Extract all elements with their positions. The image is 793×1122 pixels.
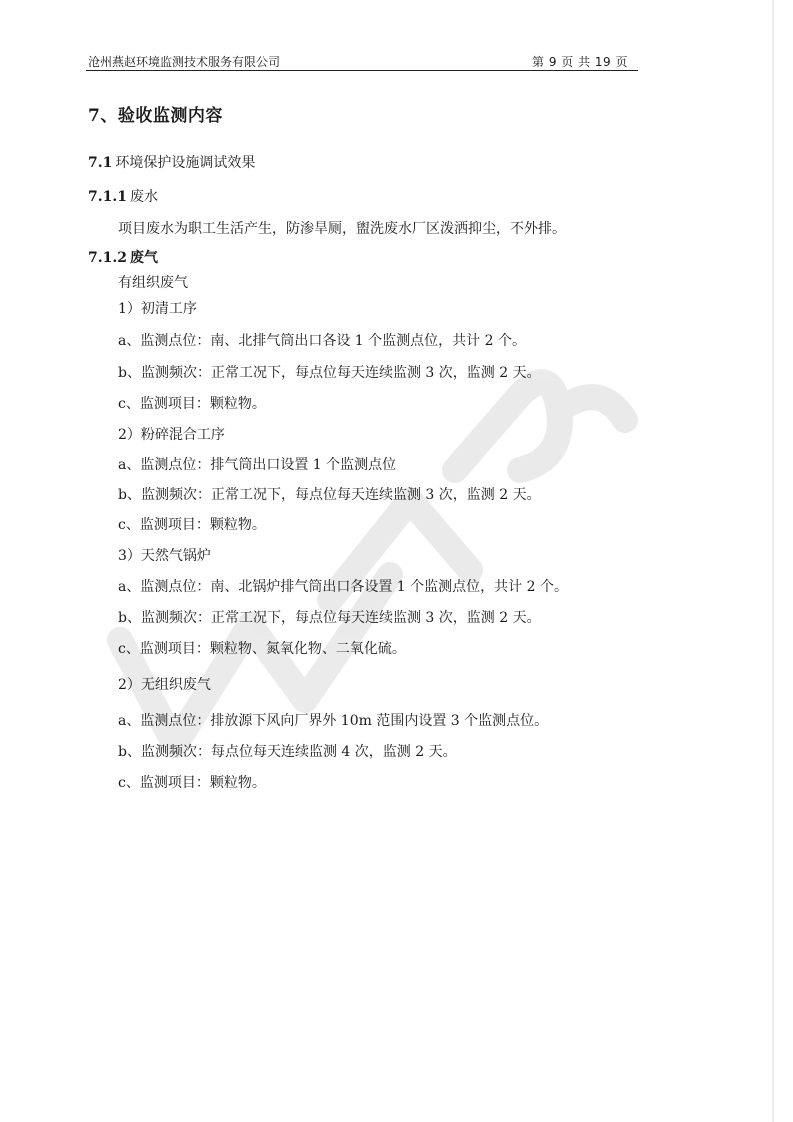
organized-gas-label: 有组织废气 (118, 275, 188, 291)
subsection-7-1 (88, 152, 255, 172)
subsection-title: 废水 (129, 189, 158, 205)
subsection-number: 7.1.2 (88, 250, 127, 266)
subsection-number: 7.1.1 (88, 189, 127, 205)
list-item: c、监测项目：颗粒物。 (118, 396, 266, 412)
scan-edge (772, 0, 774, 1122)
list-item: c、监测项目：颗粒物、氮氧化物、二氧化硫。 (118, 641, 406, 657)
subsection-7-1-1 (88, 186, 158, 206)
subsection-7-1-2 (88, 247, 158, 267)
page-indicator: 第 9 页 共 19 页 (532, 55, 628, 69)
subsection-number: 7.1 (88, 155, 113, 171)
wastewater-text: 项目废水为职工生活产生，防渗旱厕，盥洗废水厂区泼洒抑尘，不外排。 (118, 221, 566, 237)
list-item: a、监测点位：排放源下风向厂界外 10m 范围内设置 3 个监测点位。 (118, 713, 549, 729)
list-item: b、监测频次：正常工况下，每点位每天连续监测 3 次，监测 2 天。 (118, 610, 541, 626)
group-title: 2）粉碎混合工序 (118, 427, 225, 443)
list-item: a、监测点位：南、北锅炉排气筒出口各设置 1 个监测点位，共计 2 个。 (118, 579, 568, 595)
subsection-title: 环境保护设施调试效果 (115, 155, 256, 171)
subsection-title: 废气 (129, 250, 158, 266)
group-title: 3）天然气锅炉 (118, 548, 211, 564)
list-item: b、监测频次：正常工况下，每点位每天连续监测 3 次，监测 2 天。 (118, 365, 541, 381)
list-item: b、监测频次：每点位每天连续监测 4 次，监测 2 天。 (118, 744, 457, 760)
group-title: 2）无组织废气 (118, 677, 211, 693)
group-title: 1）初清工序 (118, 301, 197, 317)
section-title: 7、验收监测内容 (88, 106, 223, 126)
list-item: a、监测点位：排气筒出口设置 1 个监测点位 (118, 457, 397, 473)
page-header (86, 50, 638, 71)
list-item: c、监测项目：颗粒物。 (118, 775, 266, 791)
list-item: c、监测项目：颗粒物。 (118, 517, 266, 533)
company-name: 沧州燕赵环境监测技术服务有限公司 (88, 55, 281, 69)
list-item: a、监测点位：南、北排气筒出口各设 1 个监测点位，共计 2 个。 (118, 333, 526, 349)
list-item: b、监测频次：正常工况下，每点位每天连续监测 3 次，监测 2 天。 (118, 487, 541, 503)
